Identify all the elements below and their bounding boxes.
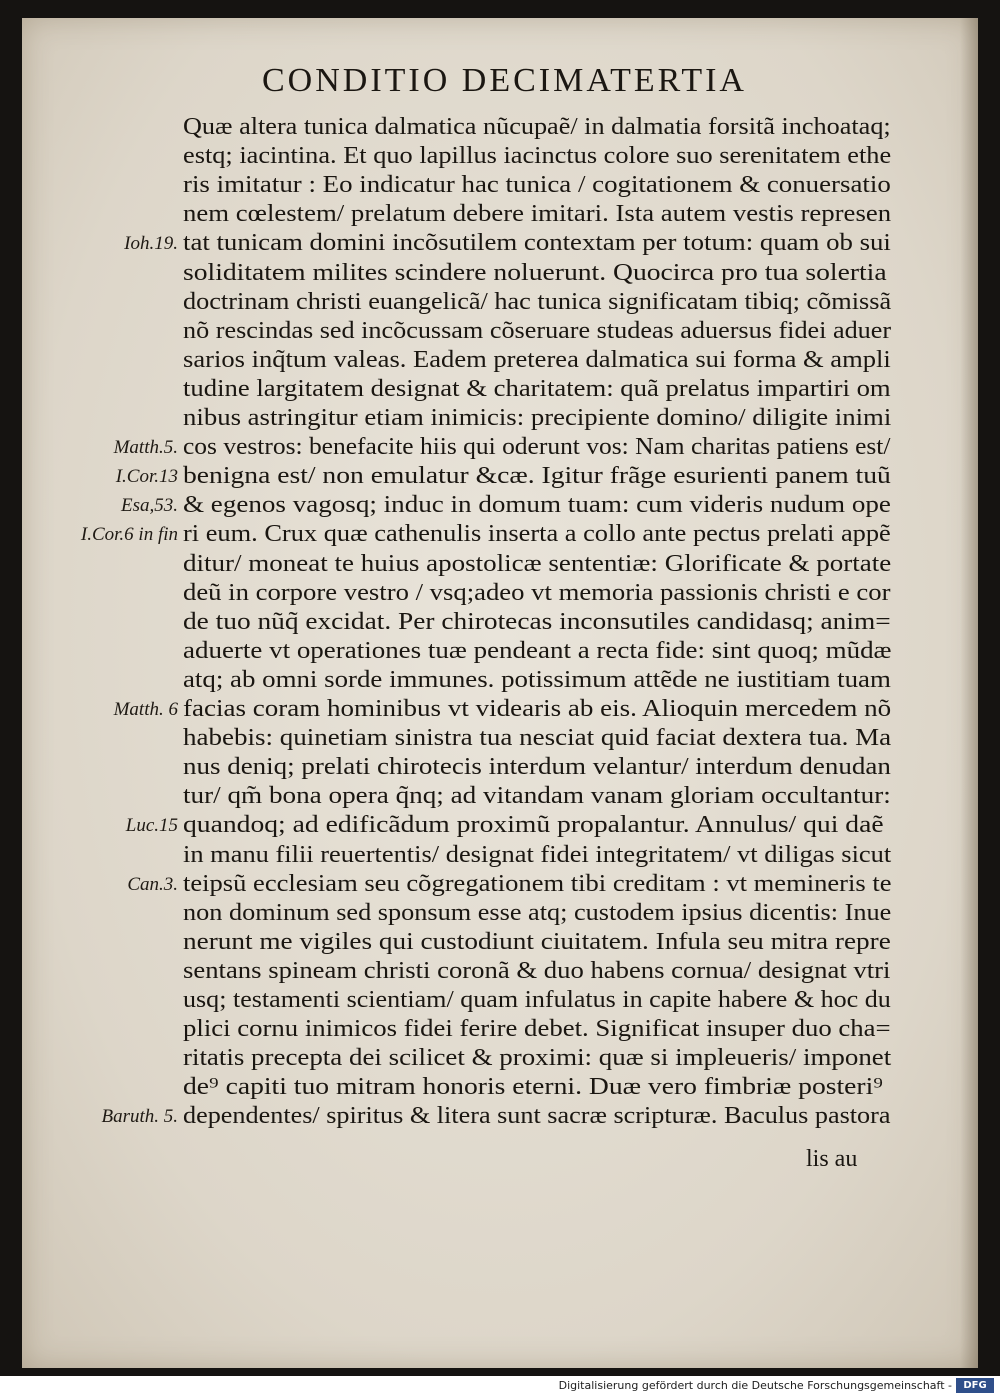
text-line: nerunt me vigiles qui custodiunt ciuitatem. Infula seu mitra repre [183, 928, 891, 955]
text-line: estq; iacintina. Et quo lapillus iacinctus colore suo serenitatem ethe [183, 143, 892, 170]
text-line: non dominum sed sponsum esse atq; custodem ipsius dicentis: Inue [183, 899, 892, 926]
text-line: benigna est/ non emulatur &cæ. Igitur frãge esurienti panem tuũ [183, 463, 891, 490]
text-line: ris imitatur : Eo indicatur hac tunica / cogitationem & conuersatio [183, 172, 891, 199]
text-line: dependentes/ spiritus & litera sunt sacræ scripturæ. Baculus pastora [183, 1103, 891, 1130]
text-line: usq; testamenti scientiam/ quam infulatus in capite habere & hoc du [183, 987, 891, 1013]
margin-note: Can.3. [127, 873, 178, 895]
margin-note: Ioh.19. [124, 233, 178, 255]
text-line: de⁹ capiti tuo mitram honoris eterni. Duæ vero fimbriæ posteri⁹ [183, 1074, 883, 1101]
text-line: aduerte vt operationes tuæ pendeant a recta fide: sint quoq; mũdæ [183, 637, 892, 664]
text-line: soliditatem milites scindere noluerunt. Quocirca pro tua solertia [183, 259, 887, 286]
dfg-logo: DFG [956, 1378, 994, 1393]
text-line: deũ in corpore vestro / vsq;adeo vt memoria passionis christi e cor [183, 579, 891, 606]
text-line: nõ rescindas sed incõcussam cõseruare studeas aduersus fidei aduer [183, 317, 892, 344]
margin-note: Matth. 6 [113, 699, 178, 720]
text-line: ri eum. Crux quæ cathenulis inserta a collo ante pectus prelati appẽ [183, 521, 891, 548]
text-line: doctrinam christi euangelicã/ hac tunica significatam tibiq; cõmissã [183, 288, 892, 315]
footer-bar [0, 1376, 1000, 1396]
text-line: tat tunicam domini incõsutilem contextam per totum: quam ob sui [183, 230, 891, 257]
text-line: ditur/ moneat te huius apostolicæ sententiæ: Glorificate & portate [183, 550, 892, 577]
text-line: ritatis precepta dei scilicet & proximi: quæ si impleueris/ imponet [183, 1045, 892, 1072]
text-line: tur/ qm̃ bona opera q̃nq; ad vitandam vanam gloriam occultantur: [183, 783, 891, 810]
text-line: de tuo nũq̃ excidat. Per chirotecas inconsutiles candidasq; anim= [183, 608, 891, 635]
text-line: quandoq; ad edificãdum proximũ propalantur. Annulus/ qui daẽ [183, 812, 884, 839]
text-line: nem cœlestem/ prelatum debere imitari. Ista autem vestis represen [183, 201, 892, 228]
margin-note: Baruth. 5. [101, 1106, 178, 1128]
text-line: Quæ altera tunica dalmatica nũcupaẽ/ in dalmatia forsitã inchoataq; [183, 114, 891, 140]
text-line: habebis: quinetiam sinistra tua nesciat quid faciat dextera tua. Ma [183, 725, 892, 752]
margin-note: Matth.5. [113, 437, 178, 459]
text-line: plici cornu inimicos fidei ferire debet. Significat insuper duo cha= [183, 1016, 891, 1043]
text-line: & egenos vagosq; induc in domum tuam: cum videris nudum ope [183, 492, 891, 519]
catchword: lis au [806, 1146, 858, 1172]
running-head: CONDITIO DECIMATERTIA [262, 62, 747, 99]
text-line: in manu filii reuertentis/ designat fidei integritatem/ vt diligas sicut [183, 841, 892, 868]
text-line: teipsũ ecclesiam seu cõgregationem tibi creditam : vt memineris te [183, 870, 892, 897]
text-line: sentans spineam christi coronã & duo habens cornua/ designat vtri [183, 957, 891, 984]
text-line: facias coram hominibus vt videaris ab eis. Alioquin mercedem nõ [183, 696, 892, 722]
margin-note: I.Cor.6 in fin [80, 524, 178, 546]
margin-note: Luc.15 [125, 815, 178, 837]
text-line: atq; ab omni sorde immunes. potissimum attẽde ne iustitiam tuam [183, 666, 891, 693]
margin-note: I.Cor.13 [115, 466, 178, 488]
page-edge-shadow [960, 18, 978, 1368]
text-line: sarios inq̃tum valeas. Eadem preterea dalmatica sui forma & ampli [183, 346, 891, 373]
text-line: cos vestros: benefacite hiis qui oderunt vos: Nam charitas patiens est/ [183, 434, 891, 461]
text-line: tudine largitatem designat & charitatem: quã prelatus impartiri om [183, 375, 891, 402]
funding-notice: Digitalisierung gefördert durch die Deutsche Forschungsgemeinschaft - [558, 1379, 952, 1392]
text-line: nibus astringitur etiam inimicis: precipiente domino/ diligite inimi [183, 405, 892, 431]
margin-note: Esa,53. [121, 495, 178, 517]
text-line: nus deniq; prelati chirotecis interdum velantur/ interdum denudan [183, 754, 891, 781]
